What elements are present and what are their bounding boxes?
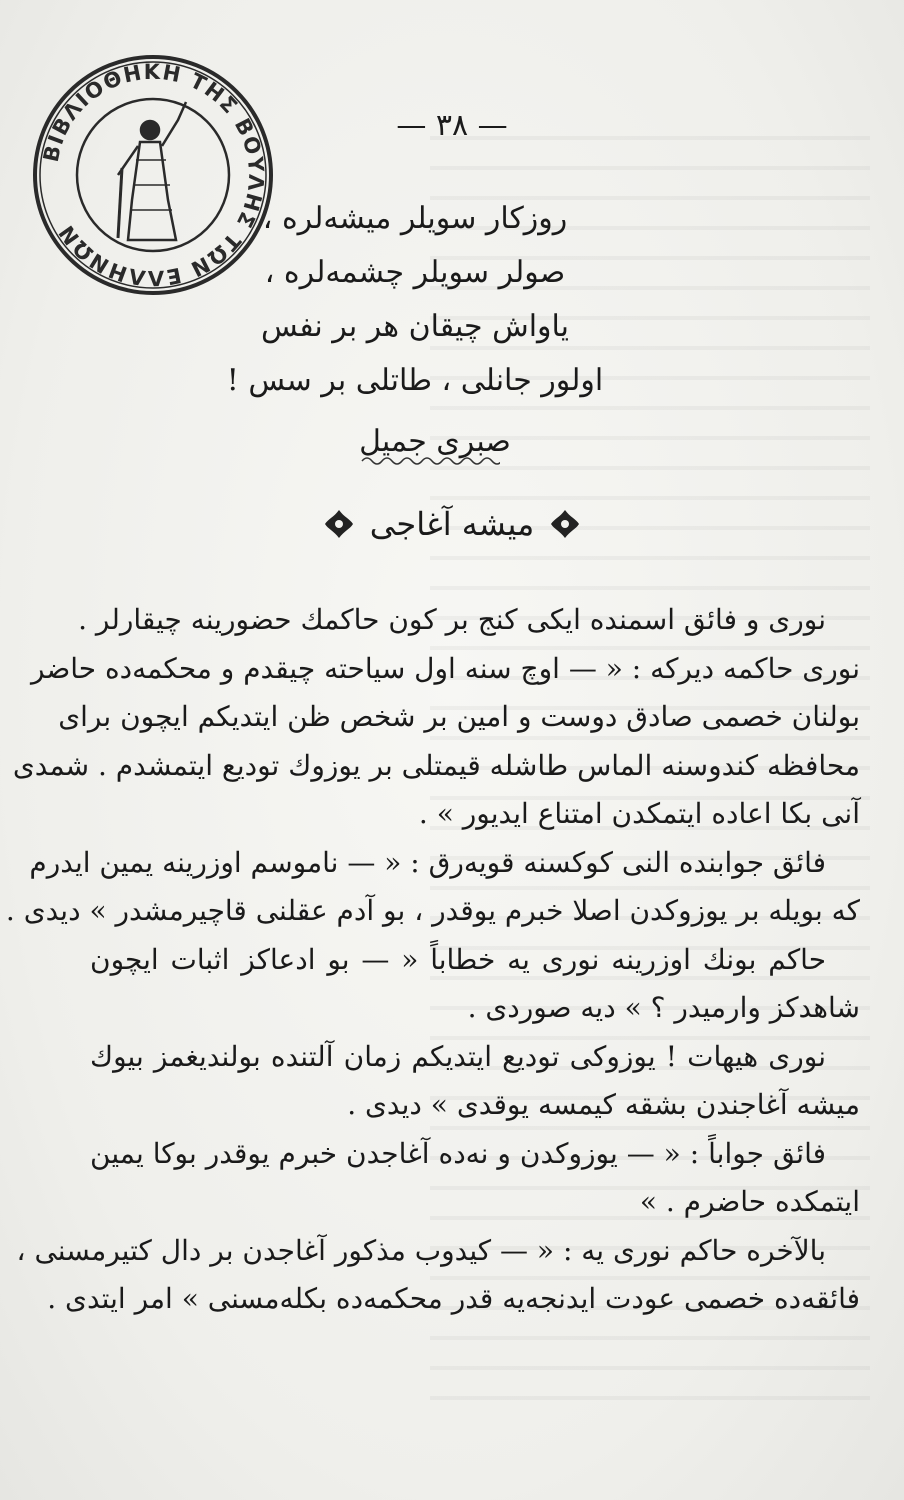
section-title: ميشە آغاجى [369,505,535,543]
fleuron-ornament-icon [548,507,582,541]
poem-verse: صولر سويلر چشمەلرە ، [264,255,566,290]
text-line: نورى حاكمە ديركە : « — اوچ سنە اول سياحتە چيقدم و محكمەدە حاضر [31,651,860,685]
text-line: فائق جوابندە النى كوكسنە قويەرق : « — ناموسم اوزرينە يمين ايدرم [29,845,826,879]
text-line: فائق جواباً : « — يوزوكدن و نەدە آغاجدن خبرم يوقدر بوكا يمين [90,1136,826,1170]
text-line: ميشە آغاجندن بشقە كيمسە يوقدى » ديدى . [347,1088,860,1121]
text-line: بولنان خصمى صادق دوست و امين بر شخص ظن ايتديكم ايچون براى [58,700,860,733]
poem-verse: ياواش چيقان هر بر نفس [260,309,570,344]
text-line: نورى و فائق اسمندە ايكى كنج بر كون حاكمك حضورينە چيقارلر . [78,603,826,636]
wavy-divider [360,453,500,469]
section-heading [0,505,904,545]
story-text [5,596,860,1324]
poem-verse: روزكار سويلر ميشەلرە ، [262,201,568,236]
text-line: حاكم بونك اوزرينە نورى يە خطاباً « — بو ادعاكز اثبات ايچون [90,942,826,976]
text-line: نورى هيهات ! يوزوكى توديع ايتديكم زمان آلتندە بولنديغمز بيوك [90,1039,826,1073]
poem-author: صبرى جميل [359,424,511,459]
fleuron-ornament-icon [322,507,356,541]
svg-text:ΒΙΒΛΙΟΘΗΚΗ ΤΗΣ ΒΟΥΛΗΣ ΤΩΝ ΕΛΛΗ: ΒΙΒΛΙΟΘΗΚΗ ΤΗΣ ΒΟΥΛΗΣ ΤΩΝ ΕΛΛΗΝΩΝ [38,59,269,291]
text-line: ايتمكدە حاضرم . » [639,1185,860,1218]
poem-verse: اولور جانلى ، طاتلى بر سس ! [226,363,604,398]
page-number: — ٣٨ — [396,108,508,143]
text-line: محافظە كندوسنە الماس طاشلە قيمتلى بر يوزوك توديع ايتمشدم . شمدى [12,748,860,782]
text-line: بالآخرە حاكم نورى يە : « — كيدوب مذكور آغاجدن بر دال كتيرمسنى ، [16,1233,826,1267]
text-line: شاهدكز وارميدر ؟ » ديە صوردى . [467,991,860,1024]
poem [180,192,650,472]
text-line: آنى بكا اعادە ايتمكدن امتناع ايديور » . [418,797,860,830]
text-line: فائقەدە خصمى عودت ايدنجەيە قدر محكمەدە بكلەمسنى » امر ايتدى . [47,1282,860,1315]
text-line: كە بويلە بر يوزوكدن اصلا خبرم يوقدر ، بو آدم عقلنى قاچيرمشدر » ديدى . [5,894,860,927]
